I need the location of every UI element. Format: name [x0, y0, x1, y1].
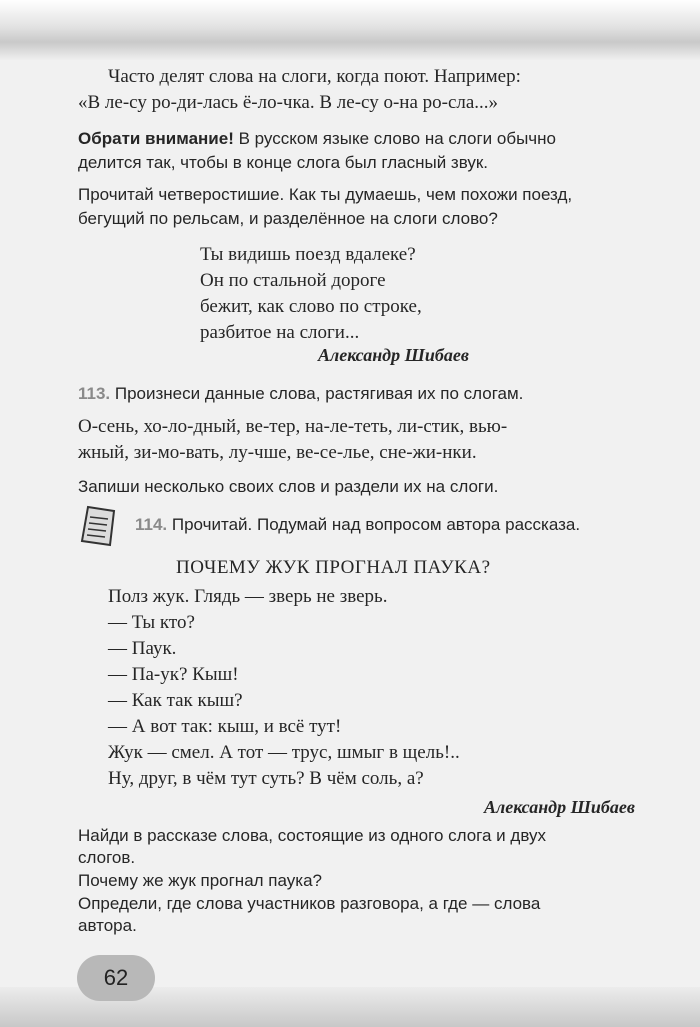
read-prompt-line-2: бегущий по рельсам, и разделённое на слоги слово? — [78, 209, 498, 228]
question-1-line-1: Найди в рассказе слова, состоящие из одного слога и двух — [78, 826, 546, 845]
read-prompt-line-1: Прочитай четверостишие. Как ты думаешь, чем похожи поезд, — [78, 185, 573, 204]
exercise-114-heading — [135, 515, 580, 535]
question-3-line-1: Определи, где слова участников разговора, а где — слова — [78, 894, 541, 913]
story-line: Полз жук. Глядь — зверь не зверь. — [108, 586, 388, 607]
poem-line: разбитое на слоги... — [200, 322, 360, 343]
notebook-icon — [78, 505, 118, 547]
exercise-114-number: 114. — [135, 515, 168, 534]
poem-author: Александр Шибаев — [318, 345, 469, 365]
story-line: Жук — смел. А тот — трус, шмыг в щель!.. — [108, 742, 460, 763]
question-1-line-2: слогов. — [78, 848, 136, 867]
exercise-114-text: Прочитай. Подумай над вопросом автора рассказа. — [167, 515, 581, 534]
story-line: Ну, друг, в чём тут суть? В чём соль, а? — [108, 768, 424, 789]
note-line-2: делится так, чтобы в конце слога был гласный звук. — [78, 153, 489, 172]
page-number: 62 — [103, 965, 129, 990]
exercise-113-words-line-1: О-сень, хо-ло-дный, ве-тер, на-ле-теть, ли-стик, вью- — [78, 416, 508, 437]
top-shadow-band — [0, 0, 700, 60]
note-line-1 — [78, 129, 556, 149]
note-text: В русском языке слово на слоги обычно — [233, 129, 556, 148]
story-line: — Паук. — [108, 638, 177, 659]
exercise-113-words-line-2: жный, зи-мо-вать, лу-чше, ве-се-лье, сне-жи-нки. — [78, 442, 477, 463]
poem-line: Ты видишь поезд вдалеке? — [200, 244, 416, 265]
exercise-113-task: Запиши несколько своих слов и раздели их на слоги. — [78, 477, 499, 496]
story-author: Александр Шибаев — [484, 797, 635, 817]
story-title: ПОЧЕМУ ЖУК ПРОГНАЛ ПАУКА? — [176, 557, 491, 578]
story-line: — Ты кто? — [108, 612, 195, 633]
story-line: — А вот так: кыш, и всё тут! — [108, 716, 342, 737]
exercise-113-number: 113. — [78, 384, 111, 403]
page-number-badge — [77, 955, 155, 1001]
exercise-113-heading — [78, 384, 523, 404]
note-label: Обрати внимание! — [78, 129, 234, 148]
question-3-line-2: автора. — [78, 916, 137, 935]
story-line: — Как так кыш? — [108, 690, 243, 711]
poem-line: бежит, как слово по строке, — [200, 296, 422, 317]
question-2: Почему же жук прогнал паука? — [78, 871, 322, 890]
exercise-113-text: Произнеси данные слова, растягивая их по слогам. — [110, 384, 524, 403]
intro-line-1: Часто делят слова на слоги, когда поют. Например: — [108, 66, 521, 87]
story-line: — Па-ук? Кыш! — [108, 664, 239, 685]
poem-line: Он по стальной дороге — [200, 270, 386, 291]
intro-line-2: «В ле-су ро-ди-лась ё-ло-чка. В ле-су о-на ро-сла...» — [78, 92, 499, 113]
